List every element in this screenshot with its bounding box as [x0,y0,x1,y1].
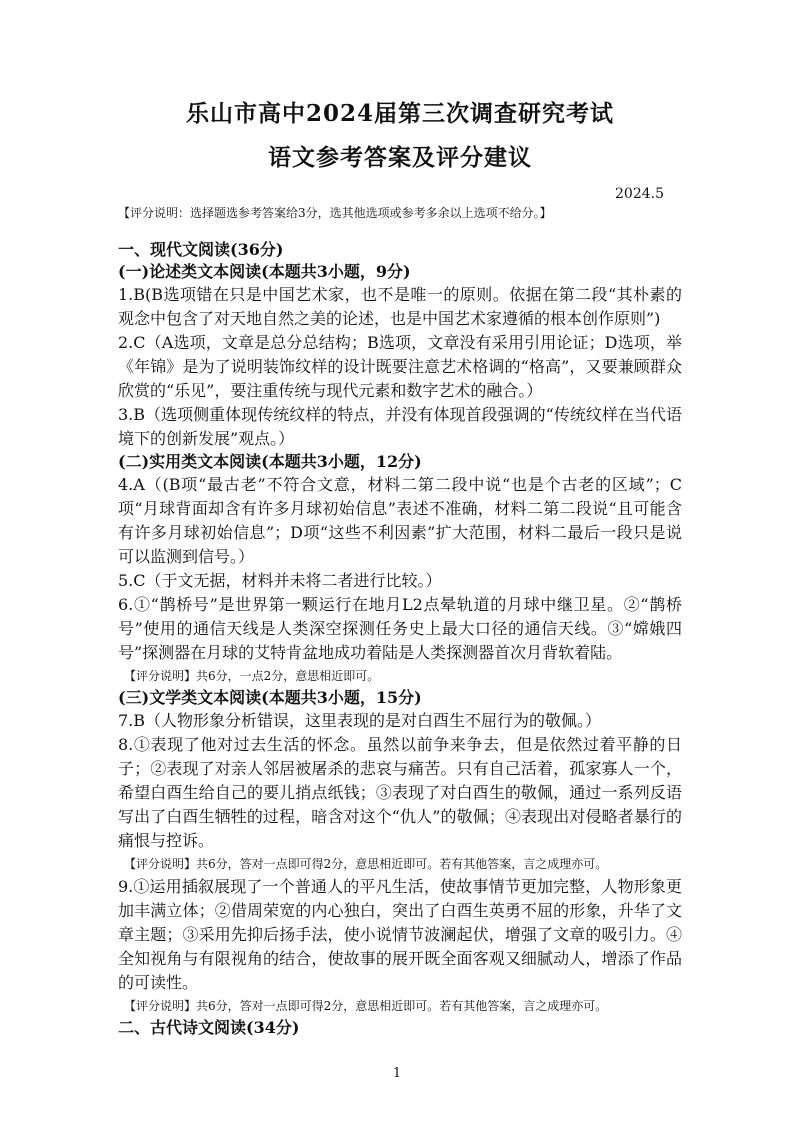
answer-q3: 3.B（选项侧重体现传统纹样的特点，并没有体现首段强调的“传统纹样在当代语境下的创新发展”观点。） [118,405,682,448]
answer-q9: 9.①运用插叙展现了一个普通人的平凡生活，使故事情节更加完整，人物形象更加丰满立体；②借周荣宽的内心独白，突出了白酉生英勇不屈的形象，升华了文章主题；③采用先抑后扬手法，使小说情节波澜起伏，增强了文章的吸引力。④全知视角与有限视角的结合，使故事的展开既全面客观又细腻动人，增添了作品的可读性。 [118,877,682,992]
document-subtitle: 语文参考答案及评分建议 [268,144,532,171]
answer-q5: 5.C（于文无据，材料并未将二者进行比较。） [118,571,442,590]
scoring-note-q6: 【评分说明】共6分，一点2分，意思相近即可。 [124,669,380,683]
page-number: 1 [392,1066,402,1081]
answer-q7: 7.B（人物形象分析错误，这里表现的是对白酉生不屈行为的敬佩。） [118,711,602,730]
subsection-literary-title: (三)文学类文本阅读(本题共3小题，15分) [118,688,422,707]
answer-q6: 6.①“鹊桥号”是世界第一颗运行在地月L2点晕轨道的月球中继卫星。②“鹊桥号”使用的通信天线是人类深空探测任务史上最大口径的通信天线。③“嫦娥四号”探测器在月球的艾特肯盆地成功着陆是人类探测器首次月背软着陆。 [118,595,682,662]
answer-q1: 1.B(B选项错在只是中国艺术家，也不是唯一的原则。依据在第二段“其朴素的观念中包含了对天地自然之美的论述，也是中国艺术家遵循的根本创作原则”) [118,285,682,328]
subsection-argumentative-title: (一)论述类文本阅读(本题共3小题，9分) [118,262,411,281]
document-title: 乐山市高中2024届第三次调查研究考试 [185,100,614,127]
answer-q8: 8.①表现了他对过去生活的怀念。虽然以前争来争去，但是依然过着平静的日子；②表现了对亲人邻居被屠杀的悲哀与痛苦。只有自己活着，孤家寡人一个，希望白酉生给自己的要儿捎点纸钱；③表现了对白酉生的敬佩，通过一系列反语写出了白酉生牺牲的过程，暗含对这个“仇人”的敬佩；④表现出对侵略者暴行的痛恨与控诉。 [118,735,682,850]
answer-q4: 4.A（(B项“最古老”不符合文意，材料二第二段中说“也是个古老的区域”；C项“月球背面却含有许多月球初始信息”表述不准确，材料二第二段说“且可能含有许多月球初始信息”；D项“这些不利因素”扩大范围，材料二最后一段只是说可以监测到信号。） [118,475,682,566]
scoring-note-q8: 【评分说明】共6分，答对一点即可得2分，意思相近即可。若有其他答案，言之成理亦可。 [124,857,608,871]
scoring-note-q9: 【评分说明】共6分，答对一点即可得2分，意思相近即可。若有其他答案，言之成理亦可。 [124,999,608,1013]
scoring-note-top: 【评分说明：选择题选参考答案给3分，选其他选项或参考多余以上选项不给分。】 [118,206,552,220]
section-modern-reading-title: 一、现代文阅读(36分) [118,240,284,259]
answer-q2: 2.C（A选项，文章是总分总结构；B选项，文章没有采用引用论证；D选项，举《年锦》是为了说明装饰纹样的设计既要注意艺术格调的“格高”，又要兼顾群众欣赏的“乐见”，要注重传统与现代元素和数字艺术的融合。） [118,333,682,400]
subsection-practical-title: (二)实用类文本阅读(本题共3小题，12分) [118,452,422,471]
section-classical-reading-title: 二、古代诗文阅读(34分) [118,1018,300,1037]
document-date: 2024.5 [615,186,664,202]
